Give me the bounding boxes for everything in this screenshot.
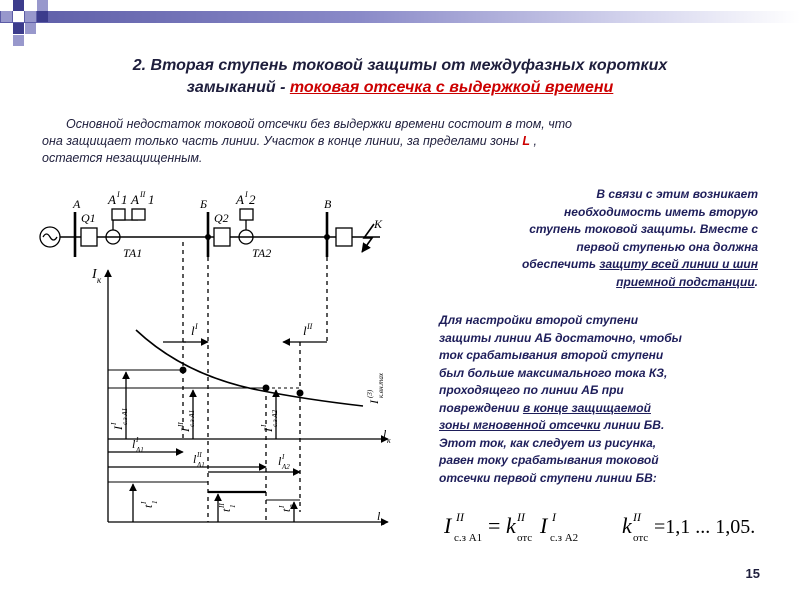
deco-square bbox=[13, 35, 24, 46]
page-number: 15 bbox=[745, 566, 760, 581]
label-isz2-sub: с.з A1 bbox=[188, 409, 196, 427]
paragraph-line: ступень токовой защиты. Вместе с bbox=[529, 222, 758, 236]
formula-coef-sub: отс bbox=[633, 532, 649, 544]
label-relay-num: 1 bbox=[121, 192, 128, 207]
formula-k-sup: II bbox=[517, 510, 525, 524]
paragraph-line bbox=[439, 400, 739, 418]
underlined-text: защиту всей линии и шин bbox=[599, 257, 758, 271]
generator-sine bbox=[43, 234, 57, 240]
label-la1: l bbox=[132, 437, 136, 451]
curve-label-sup: (3) bbox=[366, 389, 374, 398]
label-t3-sup: I bbox=[278, 505, 286, 508]
label-point-k: К bbox=[374, 217, 382, 231]
zone-l1-label: l bbox=[191, 323, 195, 338]
breaker-q2 bbox=[214, 228, 230, 246]
label-q1: Q1 bbox=[81, 211, 96, 225]
label-t1-sub: 1 bbox=[151, 500, 159, 504]
label-relay-sup: I bbox=[117, 190, 120, 199]
label-ta2: ТА2 bbox=[252, 246, 272, 260]
axis-i-sub: к bbox=[97, 275, 102, 285]
node-b bbox=[205, 234, 211, 240]
paragraph-line bbox=[444, 256, 758, 274]
intro-paragraph bbox=[42, 116, 762, 167]
zone-l1-sup: I bbox=[195, 322, 198, 331]
slide-title bbox=[40, 55, 760, 99]
formula-k-base: k bbox=[506, 513, 516, 538]
paragraph-line: ток срабатывания второй ступени bbox=[439, 348, 664, 362]
formula-rhs-sup: I bbox=[552, 510, 556, 524]
label-relay-a2-1: А bbox=[131, 192, 139, 207]
title-prefix: замыканий - bbox=[186, 79, 290, 96]
label-ta1: ТА1 bbox=[123, 246, 143, 260]
axis-lk-1: l bbox=[383, 427, 387, 441]
formula bbox=[444, 505, 764, 553]
underlined-text: зоны мгновенной отсечки bbox=[439, 418, 601, 432]
paragraph-need-second-stage bbox=[444, 186, 758, 291]
axis-lk-2: l bbox=[377, 509, 381, 523]
paragraph-line: защиты линии АБ достаточно, чтобы bbox=[439, 330, 682, 345]
relay-a1-1 bbox=[112, 209, 125, 220]
paragraph-text: . bbox=[754, 274, 758, 289]
label-la2-sub: A1 bbox=[197, 461, 205, 469]
label-la3-sub: A2 bbox=[282, 463, 290, 471]
point-isz2 bbox=[263, 385, 270, 392]
formula-rhs-sub: с.з A2 bbox=[550, 532, 579, 544]
formula-rhs-base: I bbox=[540, 513, 548, 538]
point-isz1 bbox=[180, 367, 187, 374]
paragraph-line: необходимость иметь вторую bbox=[563, 204, 758, 219]
intro-line: остается незащищенным. bbox=[42, 151, 203, 165]
axis-i-label: I bbox=[92, 267, 97, 282]
node-v bbox=[324, 234, 330, 240]
label-q2: Q2 bbox=[214, 211, 229, 225]
zone-l2-sup: II bbox=[307, 322, 313, 331]
zone-l2-label: l bbox=[303, 323, 307, 338]
label-bus-v: В bbox=[324, 197, 332, 211]
label-t3: t bbox=[279, 508, 293, 512]
relay-a2-1 bbox=[132, 209, 145, 220]
label-isz2: I bbox=[178, 428, 192, 432]
deco-square bbox=[25, 23, 36, 34]
title-line-1: 2. Вторая ступень токовой защиты от междуфазных коротких bbox=[132, 57, 668, 74]
formula-lhs-base: I bbox=[444, 513, 452, 538]
title-accent: токовая отсечка с выдержкой времени bbox=[289, 79, 614, 96]
title-line-2 bbox=[40, 77, 760, 99]
formula-k-sub: отс bbox=[517, 532, 533, 544]
paragraph-line: равен току срабатывания токовой bbox=[439, 453, 659, 467]
paragraph-text: линии БВ. bbox=[600, 418, 665, 432]
label-la3: l bbox=[278, 454, 282, 468]
label-relay-a1-2: А bbox=[236, 192, 244, 207]
formula-coef-sup: II bbox=[633, 510, 641, 524]
deco-square bbox=[37, 11, 48, 22]
deco-square bbox=[37, 0, 48, 11]
paragraph-line: Этот ток, как следует из рисунка, bbox=[439, 435, 657, 450]
label-relay-num: 2 bbox=[249, 192, 256, 207]
formula-lhs-sub: с.з A1 bbox=[454, 532, 483, 544]
intro-line: Основной недостаток токовой отсечки без выдержки времени состоит в том, что bbox=[66, 117, 572, 131]
label-la2-sup: II bbox=[197, 451, 202, 459]
label-t3-sub: 2 bbox=[289, 504, 297, 508]
label-bus-a: А bbox=[73, 197, 81, 211]
label-la1-sub: A1 bbox=[136, 446, 144, 454]
formula-equals: = bbox=[488, 513, 501, 538]
relay-a1-2 bbox=[240, 209, 253, 220]
deco-square bbox=[13, 11, 24, 22]
paragraph-text: повреждении bbox=[439, 400, 523, 415]
zone-letter: L bbox=[522, 134, 530, 148]
paragraph-line: проходящего по линии АБ при bbox=[439, 383, 624, 397]
paragraph-setting-second-stage bbox=[439, 312, 739, 487]
curve-label-sub: к.вн.max bbox=[377, 373, 385, 398]
deco-square bbox=[13, 23, 24, 34]
label-isz2-sup: II bbox=[177, 422, 185, 427]
deco-square bbox=[1, 11, 12, 22]
formula-coef-value: =1,1 ... 1,05. bbox=[654, 516, 756, 538]
paragraph-line: Для настройки второй ступени bbox=[439, 313, 639, 327]
label-t1: t bbox=[141, 504, 155, 508]
paragraph-line: отсечки первой ступени линии БВ: bbox=[439, 470, 657, 485]
formula-coef-base: k bbox=[622, 513, 632, 538]
label-la1-sup: I bbox=[136, 436, 139, 444]
label-isz3: I bbox=[261, 428, 275, 432]
underlined-text: приемной подстанции bbox=[616, 274, 755, 289]
label-la3-sup: I bbox=[282, 453, 285, 461]
fault-arrow bbox=[362, 224, 374, 252]
axis-lk-2-sub: к bbox=[381, 518, 385, 527]
label-isz3-sub: с.з A2 bbox=[271, 409, 279, 427]
label-isz1-sub: с.з A1 bbox=[121, 407, 129, 425]
paragraph-text: обеспечить bbox=[521, 257, 600, 271]
label-isz1: I bbox=[111, 426, 125, 430]
label-bus-b: Б bbox=[200, 197, 208, 211]
formula-lhs-sup: II bbox=[456, 510, 464, 524]
paragraph-line bbox=[439, 417, 739, 435]
intro-text: она защищает только часть линии. Участок в конце линии, за пределами зоны bbox=[42, 134, 519, 148]
paragraph-line: В связи с этим возникает bbox=[596, 187, 758, 201]
axis-lk-1-sub: к bbox=[387, 436, 391, 445]
label-relay-a1-1: А bbox=[108, 192, 116, 207]
label-la2: l bbox=[193, 452, 197, 466]
deco-square bbox=[25, 11, 36, 22]
paragraph-line: был больше максимального тока КЗ, bbox=[439, 365, 668, 380]
label-relay-sup: I bbox=[245, 190, 248, 199]
curve-label: I bbox=[367, 400, 381, 404]
intro-text: , bbox=[533, 134, 537, 148]
label-isz1-sup: I bbox=[110, 422, 118, 425]
underlined-text: в конце защищаемой bbox=[522, 400, 651, 415]
label-t2-sup: II bbox=[218, 503, 226, 508]
paragraph-line: первой ступенью она должна bbox=[576, 239, 758, 254]
label-t2: t bbox=[219, 508, 233, 512]
breaker-v bbox=[336, 228, 352, 246]
label-isz3-sup: I bbox=[260, 424, 268, 427]
breaker-q1 bbox=[81, 228, 97, 246]
deco-square bbox=[13, 0, 24, 11]
label-relay-sup: II bbox=[140, 190, 146, 199]
label-t1-sup: I bbox=[140, 501, 148, 504]
paragraph-line bbox=[444, 274, 758, 292]
protection-diagram bbox=[28, 182, 440, 538]
label-t2-sub: 1 bbox=[229, 504, 237, 508]
point-isz3 bbox=[297, 390, 304, 397]
label-relay-num: 1 bbox=[148, 192, 155, 207]
intro-line bbox=[42, 133, 762, 150]
header-gradient-bar bbox=[0, 11, 800, 23]
